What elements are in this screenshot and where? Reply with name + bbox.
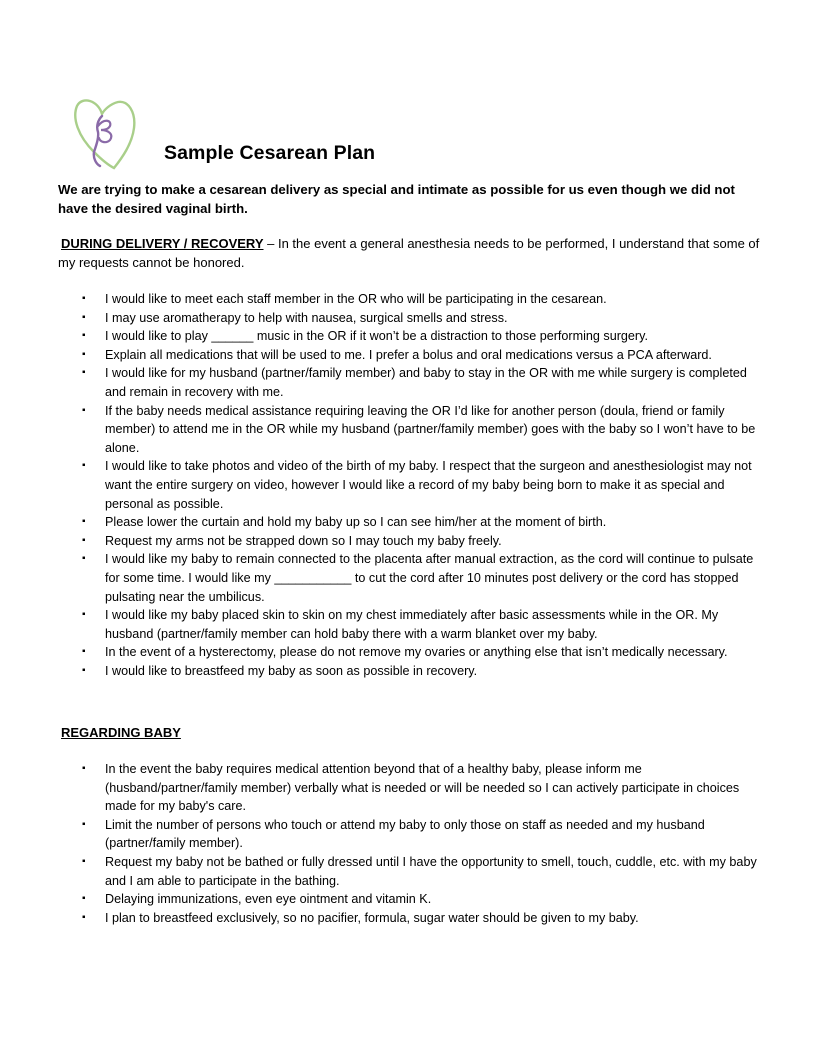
bullet-icon: ▪ [82, 534, 86, 546]
list-item: ▪ In the event of a hysterectomy, please do not remove my ovaries or anything else that isn’t medically necessary. [0, 643, 816, 662]
delivery-requests-list [0, 290, 816, 680]
baby-section-intro [58, 723, 768, 742]
page-title: Sample Cesarean Plan [164, 142, 376, 164]
delivery-section-intro [58, 234, 768, 272]
list-item: ▪ I may use aromatherapy to help with nausea, surgical smells and stress. [0, 309, 816, 328]
bullet-icon: ▪ [82, 311, 86, 323]
bullet-icon: ▪ [82, 330, 86, 342]
bullet-icon: ▪ [82, 516, 86, 528]
intro-paragraph: We are trying to make a cesarean delivery as special and intimate as possible for us even though we did not have the desired vaginal birth. [58, 182, 735, 216]
bullet-icon: ▪ [82, 646, 86, 658]
bullet-icon: ▪ [82, 609, 86, 621]
bullet-icon: ▪ [82, 367, 86, 379]
bullet-icon: ▪ [82, 553, 86, 565]
baby-requests-list [0, 760, 816, 927]
list-item: ▪ I would like my baby placed skin to skin on my chest immediately after basic assessments while in the OR. My husband (partner/family member can hold baby there with a warm blanket over my baby. [82, 608, 719, 641]
delivery-section-heading: DURING DELIVERY / RECOVERY [61, 236, 264, 251]
list-item: ▪ I would like to take photos and video of the birth of my baby. I respect that the surgeon and anesthesiologist may not want the entire surgery on video, however I would like a record of my baby being born to make it as special and personal as possible. [82, 459, 752, 511]
list-item: ▪ I would like my baby to remain connected to the placenta after manual extraction, as the cord will continue to pulsate for some time. I would like my ___________ to cut the cord after 10 minutes post delivery or the cord has stopped pulsating near the umbilicus. [82, 552, 754, 604]
bullet-icon: ▪ [82, 818, 86, 830]
bullet-icon: ▪ [82, 763, 86, 774]
bullet-icon: ▪ [82, 893, 86, 905]
list-item: ▪ Request my arms not be strapped down so I may touch my baby freely. [0, 532, 816, 551]
list-item: ▪ I plan to breastfeed exclusively, so no pacifier, formula, sugar water should be given to my baby. [0, 909, 816, 928]
bullet-icon: ▪ [82, 460, 86, 472]
list-item: ▪ I would like to breastfeed my baby as soon as possible in recovery. [0, 662, 816, 681]
list-item: ▪ Request my baby not be bathed or fully dressed until I have the opportunity to smell, touch, cuddle, etc. with my baby and I am able to participate in the bathing. [82, 854, 757, 888]
list-item: ▪ Limit the number of persons who touch or attend my baby to only those on staff as needed and my husband (partner/family member). [82, 817, 705, 851]
bullet-icon: ▪ [82, 664, 86, 676]
list-item: ▪ If the baby needs medical assistance requiring leaving the OR I’d like for another person (doula, friend or family member) to attend me in the OR while my husband (partner/family member) goes with the baby so I won’t have to be alone. [82, 403, 756, 455]
delivery-section-note: – In the event a general anesthesia needs to be performed, I understand that some of my requests cannot be honored. [58, 236, 760, 270]
list-item: ▪ I would like for my husband (partner/family member) and baby to stay in the OR with me while surgery is completed and remain in recovery with me. [82, 366, 747, 399]
list-item: ▪ Explain all medications that will be used to me. I prefer a bolus and oral medications versus a PCA afterward. [0, 346, 816, 365]
bullet-icon: ▪ [82, 404, 86, 416]
bullet-icon: ▪ [82, 911, 86, 923]
list-item: ▪ In the event the baby requires medical attention beyond that of a healthy baby, please inform me (husband/partner/family member) verbally what is needed or will be needed so I can actively participate in choices made for my baby's care. [82, 762, 740, 814]
list-item: ▪ I would like to meet each staff member in the OR who will be participating in the cesarean. [0, 290, 816, 309]
bullet-icon: ▪ [82, 348, 86, 360]
list-item: ▪ Please lower the curtain and hold my baby up so I can see him/her at the moment of birth. [0, 513, 816, 532]
heart-mother-baby-logo-icon [72, 94, 138, 170]
bullet-icon: ▪ [82, 293, 86, 304]
list-item: ▪ Delaying immunizations, even eye ointment and vitamin K. [0, 890, 816, 909]
baby-section-heading: REGARDING BABY [61, 725, 181, 740]
list-item: ▪ I would like to play ______ music in the OR if it won’t be a distraction to those performing surgery. [0, 327, 816, 346]
bullet-icon: ▪ [82, 855, 86, 867]
